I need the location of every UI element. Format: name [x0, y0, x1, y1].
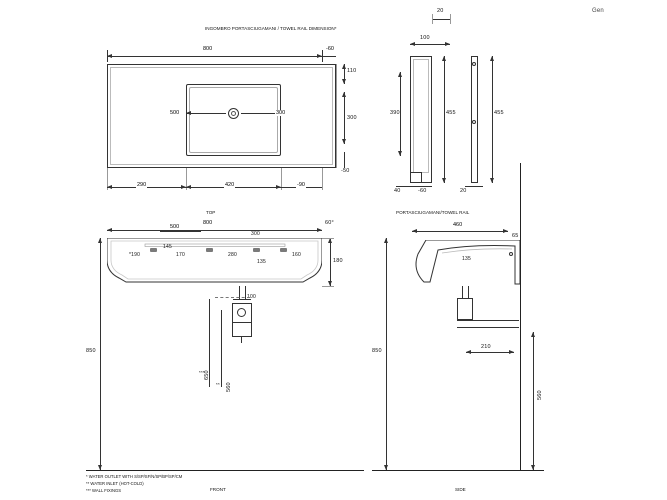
- tap-hole-left: [150, 248, 157, 252]
- sec-dim-455-arrow-u: [442, 56, 446, 61]
- supply-line-right: [221, 310, 222, 387]
- front-mark-star3: ***: [199, 370, 205, 375]
- sec-dim-100-label: 100: [420, 35, 430, 41]
- top-dim-420-label: 420: [225, 182, 235, 188]
- front-dim-500-line: [160, 231, 201, 232]
- sec-dim-390-label: 390: [390, 110, 400, 116]
- rail-hole-top: [472, 62, 476, 66]
- side-view-caption: SIDE: [455, 487, 466, 492]
- trap-divider: [232, 322, 252, 323]
- top-dim-50-label: -50: [341, 168, 350, 174]
- top-dim-300-arrow-u: [342, 92, 346, 97]
- side-dim-210-arrow-l: [466, 350, 471, 354]
- sec-dim-390-line: [400, 72, 401, 156]
- top-bowl-500-left-line: [186, 113, 226, 114]
- front-dim-170-label: 170: [176, 252, 185, 258]
- side-dim-210-label: 210: [481, 344, 491, 350]
- sec-dim-20b-line: [465, 186, 483, 187]
- top-dim-60-line: [322, 56, 336, 57]
- top-right-ext: [336, 64, 337, 168]
- side-dim-560-label: 560: [537, 390, 543, 400]
- side-dim-850-label: 850: [372, 348, 382, 354]
- top-dim-290-arrow-l: [107, 185, 112, 189]
- sec-dim-20-line: [432, 19, 450, 20]
- side-basin-body: [412, 240, 520, 286]
- front-dim-560-label: 560: [226, 382, 232, 392]
- side-fixing-hole: [509, 252, 513, 256]
- top-bowl-500-label: 500: [170, 110, 180, 116]
- front-basin-body: [107, 238, 322, 286]
- front-dim-800-line: [107, 230, 322, 231]
- tap-hole-center: [206, 248, 213, 252]
- front-dim-190-label: *190: [129, 252, 141, 258]
- top-dim-50-line: [344, 152, 345, 168]
- sec-dim-455-line: [444, 56, 445, 183]
- top-bot-ext-4: [322, 168, 323, 190]
- top-dim-90-label: -90: [297, 182, 305, 188]
- front-view-label-top: TOP: [206, 210, 216, 215]
- note-1: ** WATER INLET (HOT-COLD): [86, 481, 144, 486]
- top-bowl-300-label: 300: [276, 110, 286, 116]
- sec-dim-100-arrow-l: [410, 42, 415, 46]
- front-dim-180-ext-top: [322, 238, 334, 239]
- top-dim-300-arrow-d: [342, 139, 346, 144]
- top-dim-ext-left: [107, 50, 108, 62]
- side-dim-460-arrow-l: [412, 229, 417, 233]
- side-dim-460-label: 460: [453, 222, 463, 228]
- sec-dim-390-arrow-d: [398, 151, 402, 156]
- sec-ext-20-l: [432, 14, 433, 24]
- side-dim-135-label: 135: [462, 256, 471, 262]
- side-dim-850-arrow-u: [384, 238, 388, 243]
- side-wall-line: [520, 163, 521, 470]
- side-trap-body: [457, 298, 473, 320]
- front-dim-100-label: 100: [247, 294, 256, 300]
- front-view-caption: FRONT: [210, 487, 226, 492]
- sec-dim-60-label: -60: [418, 188, 427, 194]
- top-view-title: INGOMBRO PORTASCIUGAMANI / TOWEL RAIL DIMENSION*: [205, 26, 337, 31]
- front-dim-300-label: 300: [251, 231, 260, 237]
- front-dim-850-arrow-u: [98, 238, 102, 243]
- side-dim-65-label: 65: [512, 233, 519, 239]
- sec-dim-455b-arrow-u: [490, 56, 494, 61]
- front-dim-650-label: 650: [204, 370, 210, 380]
- side-trap-outlet-h: [457, 320, 519, 321]
- section-foot-step-v: [421, 172, 422, 183]
- sec-dim-20-label: 20: [437, 8, 444, 14]
- side-dim-560-arrow-u: [531, 332, 535, 337]
- side-dim-460-arrow-r: [503, 229, 508, 233]
- note-2: *** WALL FIXINGS: [86, 488, 122, 493]
- gen-mark: Gen: [592, 8, 604, 14]
- side-dim-460-line: [412, 231, 508, 232]
- top-drain-inner: [231, 111, 236, 116]
- side-view-title: PORTASCIUGAMANI/TOWEL RAIL: [396, 210, 470, 215]
- sec-dim-40-line: [396, 186, 432, 187]
- sec-dim-455-label: 455: [446, 110, 456, 116]
- front-dim-180-line: [330, 238, 331, 286]
- top-dim-290-label: 290: [137, 182, 147, 188]
- tap-hole-far-right: [280, 248, 287, 252]
- front-mark-star: **: [216, 382, 220, 387]
- top-dim-800-line: [107, 56, 322, 57]
- sec-dim-100-line: [410, 44, 450, 45]
- side-dim-210-line: [466, 352, 514, 353]
- front-dim-145-label: 145: [163, 244, 172, 250]
- side-dim-850-line: [386, 238, 387, 470]
- sec-dim-455b-arrow-d: [490, 178, 494, 183]
- side-dim-560-line: [533, 332, 534, 470]
- front-dim-280-label: 280: [228, 252, 237, 258]
- top-dim-800-label: 800: [203, 46, 213, 52]
- tap-hole-right: [253, 248, 260, 252]
- sec-dim-455b-label: 455: [494, 110, 504, 116]
- section-body-inner: [413, 59, 429, 173]
- sec-ext-20-r: [450, 14, 451, 24]
- front-dim-180-label: 180: [333, 258, 343, 264]
- top-dim-420-arrow-l: [186, 185, 191, 189]
- top-bowl-inner: [189, 87, 278, 153]
- top-bowl-500-arrow-l: [186, 111, 191, 115]
- front-dim-800-label: 800: [203, 220, 213, 226]
- front-dim-800-arrow-l: [107, 228, 112, 232]
- side-trap-outlet-h2: [457, 327, 519, 328]
- side-dim-210-arrow-r: [509, 350, 514, 354]
- front-dim-60deg-label: 60°: [325, 220, 334, 226]
- top-dim-110-label: 110: [347, 68, 357, 74]
- front-dim-850-line: [100, 238, 101, 470]
- top-dim-60-label: -60: [326, 46, 334, 52]
- top-dim-110-arrow-d: [342, 79, 346, 84]
- front-dim-160-label: 160: [292, 252, 301, 258]
- front-floor-line: [86, 470, 364, 471]
- front-dim-500-label: 500: [170, 224, 180, 230]
- side-pipe-l: [462, 286, 463, 298]
- sec-dim-455-arrow-d: [442, 178, 446, 183]
- rail-hole-bottom: [472, 120, 476, 124]
- side-pipe-r: [468, 286, 469, 298]
- front-dim-180-ext-bot: [322, 286, 334, 287]
- top-dim-110-arrow-u: [342, 64, 346, 69]
- trap-outlet: [241, 337, 242, 343]
- front-dim-800-arrow-r: [317, 228, 322, 232]
- side-floor-line: [372, 470, 544, 471]
- sec-dim-40-label: 40: [394, 188, 401, 194]
- sec-dim-20b-label: 20: [460, 188, 467, 194]
- sec-dim-100-arrow-r: [445, 42, 450, 46]
- note-0: * WATER OUTLET WITH S/SP/SF/N/SP/BP/SP/CM: [86, 474, 183, 479]
- top-dim-300-line: [344, 92, 345, 144]
- drain-centerline-h: [215, 297, 250, 298]
- sec-dim-455b-line: [492, 56, 493, 183]
- trap-nut: [237, 308, 246, 317]
- front-dim-850-label: 850: [86, 348, 96, 354]
- top-dim-300-label: 300: [347, 115, 357, 121]
- sec-dim-390-arrow-u: [398, 72, 402, 77]
- front-dim-135-label: 135: [257, 259, 266, 265]
